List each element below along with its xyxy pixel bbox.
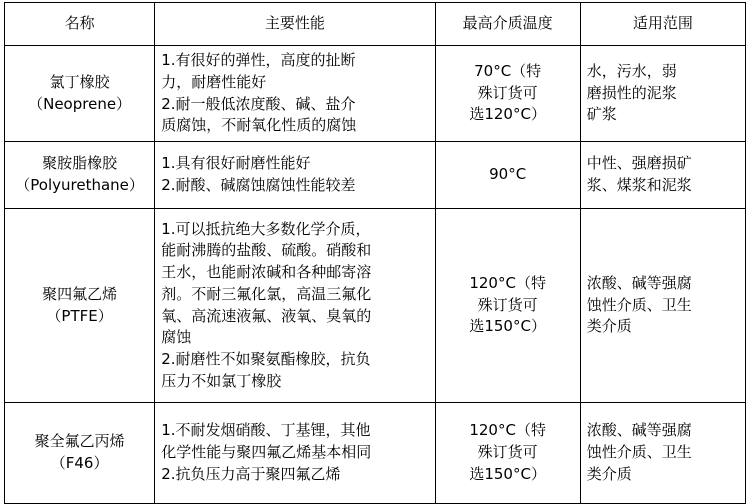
cell-material-name — [5, 209, 155, 403]
cell-max-temperature — [435, 403, 580, 504]
table-row — [5, 46, 746, 142]
material-name-cn: 聚胺脂橡胶 — [42, 154, 118, 173]
lining-material-spec-table — [4, 2, 746, 504]
scope-line: 蚀性介质、卫生 — [586, 295, 692, 314]
material-name-en: （Polyurethane） — [15, 176, 144, 194]
column-header-application-scope: 适用范围 — [580, 3, 745, 46]
cell-max-temperature — [435, 142, 580, 209]
performance-line: 力，耐磨性能好 — [161, 72, 267, 91]
scope-line: 中性、强磨损矿 — [586, 154, 692, 173]
cell-material-name — [5, 403, 155, 504]
cell-material-name — [5, 46, 155, 142]
column-header-max-temperature: 最高介质温度 — [435, 3, 580, 46]
scope-line: 浓酸、碱等强腐 — [586, 273, 692, 292]
temperature-line: 120°C（特 — [469, 273, 546, 292]
material-name-en: （PTFE） — [46, 306, 113, 325]
cell-application-scope — [580, 142, 745, 209]
performance-line: 2.耐一般低浓度酸、碱、盐介 — [161, 94, 356, 113]
temperature-line: 殊订货可 — [477, 443, 538, 462]
performance-line: 化学性能与聚四氟乙烯基本相同 — [161, 443, 372, 462]
table-header-row — [5, 3, 746, 46]
scope-line: 磨损性的泥浆 — [586, 83, 677, 102]
scope-line: 类介质 — [586, 464, 632, 483]
scope-line: 水，污水，弱 — [586, 61, 677, 80]
performance-line: 王水，也能耐浓碱和各种邮寄溶 — [161, 263, 372, 281]
material-name-en: （Neoprene） — [28, 94, 132, 113]
performance-line: 氧、高流速液氟、液氧、臭氧的 — [161, 306, 372, 325]
scope-line: 浓酸、碱等强腐 — [586, 421, 692, 440]
performance-line: 2.耐酸、碱腐蚀腐蚀性能较差 — [161, 176, 356, 194]
scope-line: 蚀性介质、卫生 — [586, 443, 692, 462]
table-header — [5, 3, 746, 46]
column-header-performance: 主要性能 — [155, 3, 435, 46]
performance-line: 压力不如氯丁橡胶 — [161, 371, 282, 390]
table-row — [5, 403, 746, 504]
performance-line: 腐蚀 — [161, 328, 192, 347]
cell-material-name — [5, 142, 155, 209]
performance-line: 1.有很好的弹性，高度的扯断 — [161, 51, 356, 69]
performance-line: 剂。不耐三氟化氯，高温三氟化 — [161, 284, 372, 303]
column-header-name: 名称 — [5, 3, 155, 46]
temperature-line: 120°C（特 — [469, 421, 546, 440]
material-name-cn: 聚全氟乙丙烯 — [34, 432, 125, 451]
cell-performance — [155, 209, 435, 403]
temperature-line: 选150°C） — [469, 464, 546, 483]
temperature-line: 殊订货可 — [477, 83, 538, 102]
material-name-cn: 氯丁橡胶 — [49, 72, 110, 91]
cell-max-temperature — [435, 209, 580, 403]
cell-application-scope — [580, 46, 745, 142]
cell-application-scope — [580, 209, 745, 403]
scope-line: 类介质 — [586, 317, 632, 336]
temperature-line: 选150°C） — [469, 317, 546, 336]
material-name-cn: 聚四氟乙烯 — [42, 284, 118, 303]
performance-line: 2.耐磨性不如聚氨酯橡胶，抗负 — [161, 350, 371, 368]
cell-max-temperature — [435, 46, 580, 142]
cell-performance — [155, 46, 435, 142]
temperature-line: 殊订货可 — [477, 295, 538, 314]
performance-line: 1.不耐发烟硝酸、丁基锂，其他 — [161, 421, 371, 440]
table-row — [5, 142, 746, 209]
cell-performance — [155, 142, 435, 209]
cell-performance — [155, 403, 435, 504]
performance-line: 2.抗负压力高于聚四氟乙烯 — [161, 464, 341, 483]
table-body — [5, 46, 746, 504]
scope-line: 矿浆 — [586, 105, 617, 124]
temperature-line: 90°C — [489, 165, 527, 184]
scope-line: 浆、煤浆和泥浆 — [586, 176, 692, 194]
performance-line: 质腐蚀，不耐氧化性质的腐蚀 — [161, 116, 357, 135]
performance-line: 1.具有很好耐磨性能好 — [161, 154, 311, 173]
performance-line: 能耐沸腾的盐酸、硫酸。硝酸和 — [161, 241, 372, 260]
temperature-line: 70°C（特 — [474, 61, 542, 80]
performance-line: 1.可以抵抗绝大多数化学介质， — [161, 219, 371, 238]
material-name-en: （F46） — [50, 454, 109, 472]
table-row — [5, 209, 746, 403]
temperature-line: 选120°C） — [469, 105, 546, 124]
cell-application-scope — [580, 403, 745, 504]
